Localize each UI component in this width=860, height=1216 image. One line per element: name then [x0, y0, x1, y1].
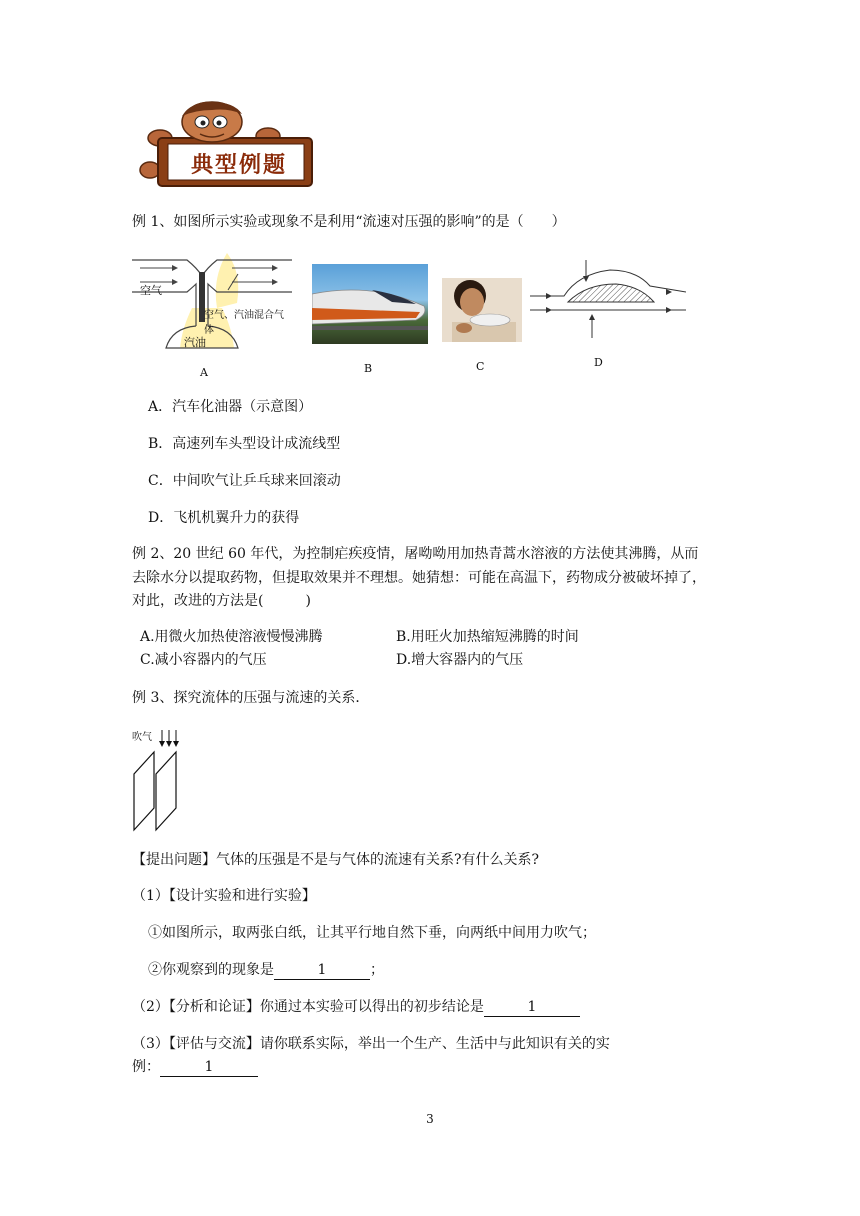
q1-option-c: C．中间吹气让乒乓球来回滚动	[148, 473, 341, 489]
q3-stem: 例 3、探究流体的压强与流速的关系．	[132, 690, 370, 706]
caption-b: B	[364, 362, 373, 375]
figure-b-train	[312, 264, 428, 344]
q1-option-d: D．飞机机翼升力的获得	[148, 510, 300, 526]
figure-d-wing	[526, 258, 686, 346]
answer-blank-1[interactable]: 1	[274, 962, 370, 980]
airfoil-wing-icon	[526, 258, 686, 346]
q1-stem: 例 1、如图所示实验或现象不是利用“流速对压强的影响”的是（ ）	[132, 214, 566, 230]
q3-part1-head: （1）【设计实验和进行实验】	[132, 888, 316, 904]
q3-part2-text: （2）【分析和论证】你通过本实验可以得出的初步结论是	[132, 999, 484, 1015]
q3-question: 【提出问题】气体的压强是不是与气体的流速有关系?有什么关系?	[132, 852, 540, 868]
q2-line-3: 对此，改进的方法是( )	[132, 593, 311, 609]
label-blow: 吹气	[132, 732, 152, 743]
q3-part1-b-text: ②你观察到的现象是	[148, 962, 274, 978]
caption-d: D	[594, 356, 603, 369]
caption-c: C	[476, 360, 485, 373]
banner-graphic	[138, 100, 318, 192]
q2-option-c: C.减小容器内的气压	[140, 652, 267, 668]
q2-option-d: D.增大容器内的气压	[396, 652, 524, 668]
figure-paper-blowing	[132, 726, 192, 834]
caption-a: A	[200, 366, 208, 379]
answer-blank-2[interactable]: 1	[484, 999, 580, 1017]
q1-option-a: A．汽车化油器（示意图）	[148, 399, 313, 415]
girl-blowing-icon	[442, 278, 522, 342]
banner-title: 典型例题	[190, 152, 287, 178]
label-mix: 空气、汽油混合气体	[204, 310, 284, 336]
page-number: 3	[426, 1112, 434, 1126]
q1-option-b: B．高速列车头型设计成流线型	[148, 436, 341, 452]
label-air: 空气	[140, 284, 162, 297]
q3-part2	[132, 997, 580, 1017]
figure-c-blowing	[442, 278, 522, 342]
high-speed-train-icon	[312, 264, 428, 344]
q2-line-1: 例 2、20 世纪 60 年代，为控制疟疾疫情，屠呦呦用加热青蒿水溶液的方法使其沸腾，从而	[132, 546, 699, 562]
q3-part1-b	[148, 960, 384, 980]
q3-part1-b-end: ；	[370, 962, 384, 978]
q3-part3-line-1: （3）【评估与交流】请你联系实际，举出一个生产、生活中与此知识有关的实	[132, 1036, 610, 1052]
q3-part1-a: ①如图所示，取两张白纸，让其平行地自然下垂，向两纸中间用力吹气；	[148, 925, 596, 941]
q2-line-2: 去除水分以提取药物，但提取效果并不理想。她猜想：可能在高温下，药物成分被破坏掉了，	[132, 570, 706, 586]
label-gasoline: 汽油	[184, 336, 206, 349]
q2-option-a: A.用微火加热使溶液慢慢沸腾	[140, 629, 323, 645]
q2-option-b: B.用旺火加热缩短沸腾的时间	[396, 629, 579, 645]
q3-part3-line-2	[132, 1057, 258, 1077]
carburetor-diagram-icon	[132, 248, 292, 360]
q3-part3-text: 例：	[132, 1059, 160, 1075]
figure-a-carburetor	[132, 248, 292, 360]
answer-blank-3[interactable]: 1	[160, 1059, 258, 1077]
